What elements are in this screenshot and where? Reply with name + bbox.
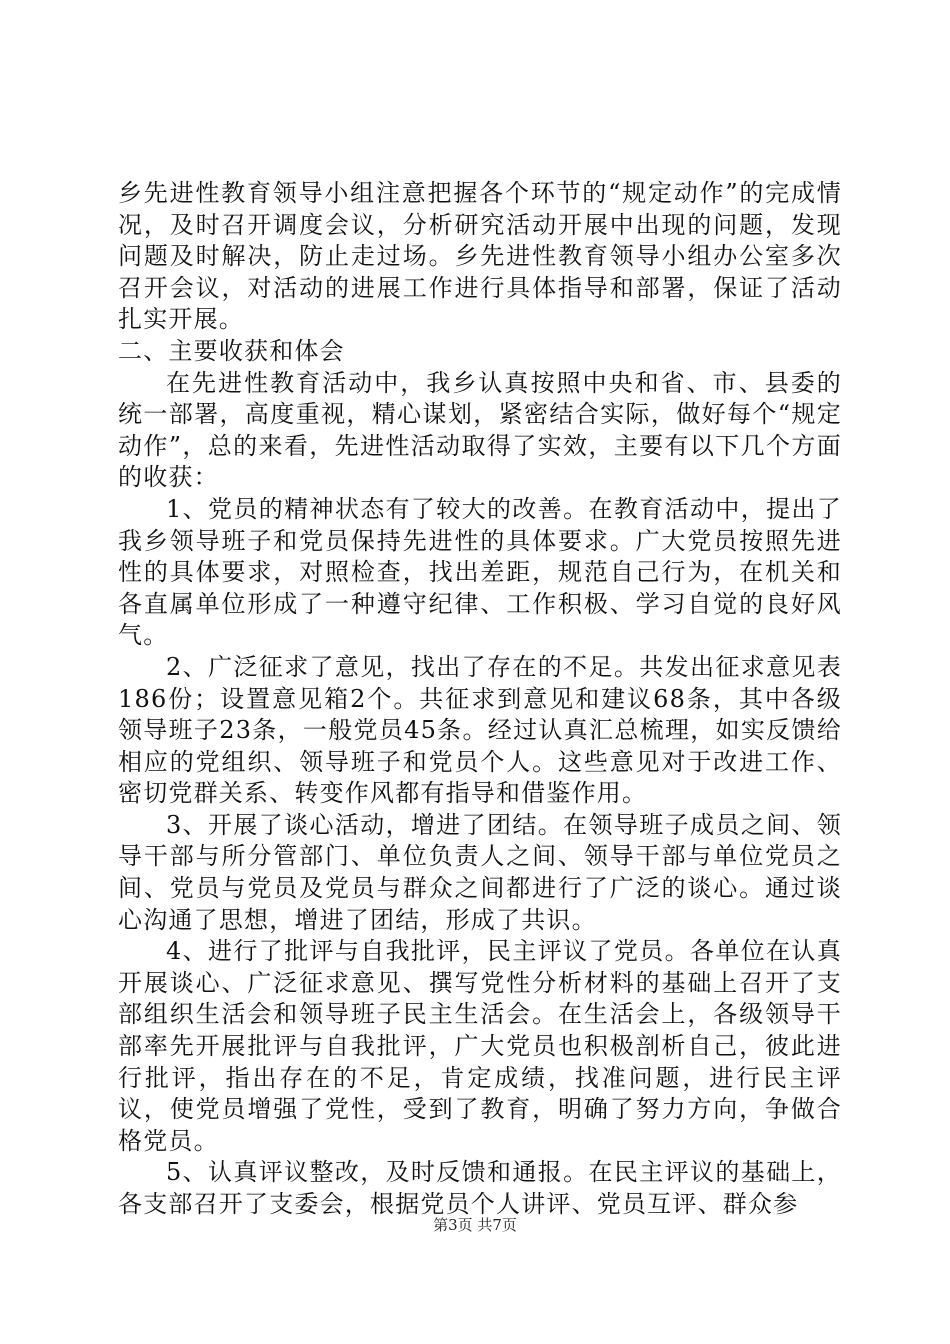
paragraph-item-4: 4、进行了批评与自我批评，民主评议了党员。各单位在认真开展谈心、广泛征求意见、撰写党性分析材料的基础上召开了支部组织生活会和领导班子民主生活会。在生活会上，各级领导干部率先开展批评与自我批评，广大党员也积极剖析自己，彼此进行批评，指出存在的不足，肯定成绩，找准问题，进行民主评议，使党员增强了党性，受到了教育，明确了努力方向，争做合格党员。 [118, 937, 842, 1155]
paragraph-item-1: 1、党员的精神状态有了较大的改善。在教育活动中，提出了我乡领导班子和党员保持先进性的具体要求。广大党员按照先进性的具体要求，对照检查，找出差距，规范自己行为，在机关和各直属单位形成了一种遵守纪律、工作积极、学习自觉的良好风气。 [118, 494, 842, 650]
section-heading: 二、主要收获和体会 [118, 336, 345, 365]
document-body [118, 178, 842, 1221]
paragraph-continuation: 乡先进性教育领导小组注意把握各个环节的“规定动作”的完成情况，及时召开调度会议，分析研究活动开展中出现的问题，发现问题及时解决，防止走过场。乡先进性教育领导小组办公室多次召开会议，对活动的进展工作进行具体指导和部署，保证了活动扎实开展。 [118, 179, 842, 334]
paragraph-item-2: 2、广泛征求了意见，找出了存在的不足。共发出征求意见表186份；设置意见箱2个。共征求到意见和建议68条，其中各级领导班子23条，一般党员45条。经过认真汇总梳理，如实反馈给相应的党组织、领导班子和党员个人。这些意见对于改进工作、密切党群关系、转变作风都有指导和借鉴作用。 [118, 652, 842, 808]
paragraph-intro: 在先进性教育活动中，我乡认真按照中央和省、市、县委的统一部署，高度重视，精心谋划，紧密结合实际，做好每个“规定动作”，总的来看，先进性活动取得了实效，主要有以下几个方面的收获： [118, 368, 842, 492]
page-number-footer: 第3页 共7页 [433, 1216, 517, 1234]
paragraph-item-5: 5、认真评议整改，及时反馈和通报。在民主评议的基础上，各支部召开了支委会，根据党员个人讲评、党员互评、群众参 [118, 1158, 842, 1218]
paragraph-item-3: 3、开展了谈心活动，增进了团结。在领导班子成员之间、领导干部与所分管部门、单位负责人之间、领导干部与单位党员之间、党员与党员及党员与群众之间都进行了广泛的谈心。通过谈心沟通了思想，增进了团结，形成了共识。 [118, 810, 842, 934]
